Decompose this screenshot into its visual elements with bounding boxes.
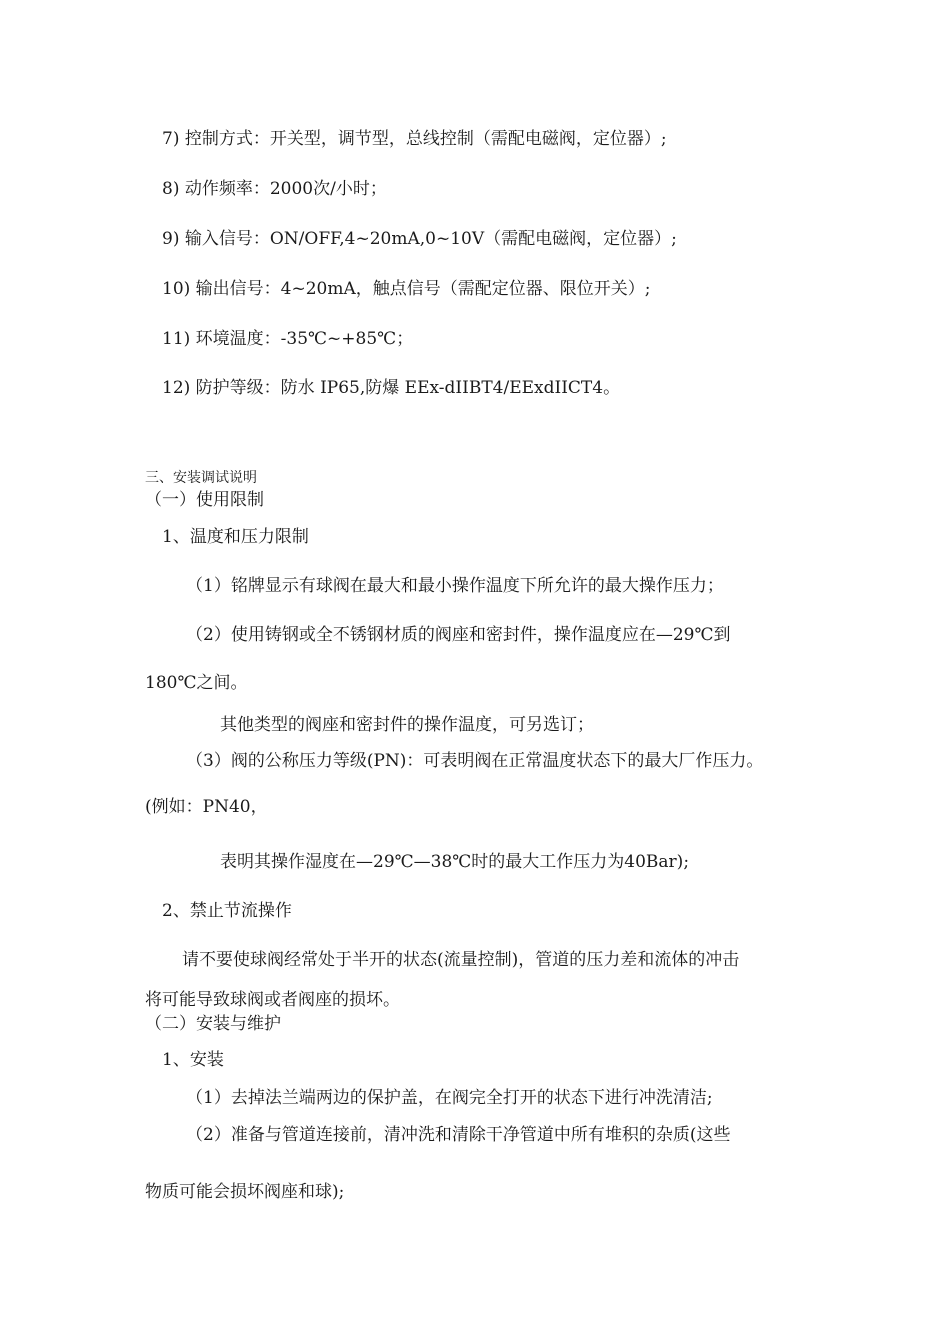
- spec-item-12: 12) 防护等级：防水 IP65,防爆 EEx-dIIBT4/EExdIICT4。: [162, 378, 621, 398]
- paragraph: （1）铭牌显示有球阀在最大和最小操作温度下所允许的最大操作压力；: [186, 576, 724, 596]
- spec-item-7: 7) 控制方式：开关型，调节型，总线控制（需配电磁阀，定位器）;: [162, 129, 667, 149]
- subsection-title: （二）安装与维护: [145, 1014, 281, 1034]
- paragraph-continuation: 180℃之间。: [145, 673, 248, 693]
- subsection-title: （一）使用限制: [145, 490, 264, 510]
- paragraph: （1）去掉法兰端两边的保护盖，在阀完全打开的状态下进行冲洗清洁;: [186, 1088, 713, 1108]
- paragraph: （2）准备与管道连接前，清冲洗和清除干净管道中所有堆积的杂质(这些: [186, 1125, 731, 1145]
- spec-item-8: 8) 动作频率：2000次/小时；: [162, 179, 387, 199]
- paragraph-continuation: 物质可能会损坏阀座和球);: [145, 1182, 345, 1202]
- paragraph-continuation: 将可能导致球阀或者阀座的损坏。: [145, 990, 400, 1010]
- paragraph-continuation: (例如：PN40，: [145, 797, 268, 817]
- spec-item-10: 10) 输出信号：4~20mA，触点信号（需配定位器、限位开关）;: [162, 279, 651, 299]
- paragraph: 表明其操作湿度在—29℃—38℃时的最大工作压力为40Bar);: [220, 852, 690, 872]
- item-title: 1、温度和压力限制: [162, 527, 309, 547]
- paragraph: （3）阀的公称压力等级(PN)：可表明阀在正常温度状态下的最大厂作压力。: [186, 751, 764, 771]
- paragraph: （2）使用铸钢或全不锈钢材质的阀座和密封件，操作温度应在—29℃到: [186, 625, 731, 645]
- item-title: 2、禁止节流操作: [162, 901, 292, 921]
- spec-item-9: 9) 输入信号：ON/OFF,4~20mA,0~10V（需配电磁阀，定位器）;: [162, 229, 677, 249]
- item-title: 1、安装: [162, 1050, 224, 1070]
- paragraph: 其他类型的阀座和密封件的操作温度，可另选订；: [220, 715, 594, 735]
- section-title: 三、安装调试说明: [145, 470, 257, 486]
- paragraph: 请不要使球阀经常处于半开的状态(流量控制)，管道的压力差和流体的冲击: [182, 950, 740, 970]
- spec-item-11: 11) 环境温度：-35℃~+85℃；: [162, 329, 414, 349]
